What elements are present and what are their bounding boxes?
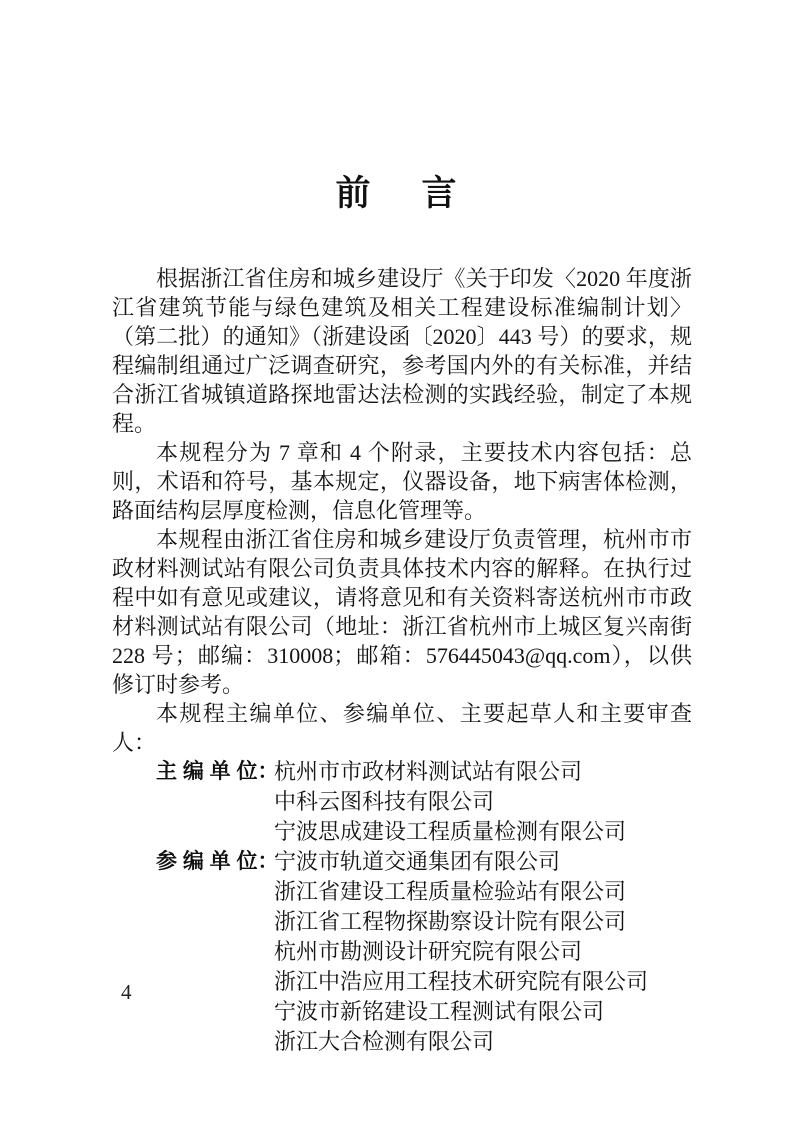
chief-editor-section bbox=[112, 757, 692, 847]
preface-paragraph-2: 本规程分为 7 章和 4 个附录，主要技术内容包括：总则，术语和符号，基本规定，仪器设备，地下病害体检测，路面结构层厚度检测，信息化管理等。 bbox=[112, 440, 692, 523]
unit-item: 浙江省建设工程质量检验站有限公司 bbox=[274, 879, 627, 904]
participating-editor-section bbox=[112, 847, 692, 1057]
preface-paragraph-4: 本规程主编单位、参编单位、主要起草人和主要审查人： bbox=[112, 701, 692, 755]
chief-editor-label: 主 编 单 位： bbox=[156, 760, 279, 783]
unit-item: 浙江中浩应用工程技术研究院有限公司 bbox=[274, 969, 649, 994]
unit-item: 杭州市勘测设计研究院有限公司 bbox=[274, 939, 583, 964]
participating-editor-units bbox=[274, 847, 692, 1057]
unit-item: 宁波市轨道交通集团有限公司 bbox=[274, 849, 561, 874]
preface-body bbox=[112, 264, 692, 1057]
unit-item: 宁波思成建设工程质量检测有限公司 bbox=[274, 819, 627, 844]
participating-editor-label: 参 编 单 位： bbox=[156, 850, 279, 873]
chief-editor-units bbox=[274, 757, 692, 847]
preface-paragraph-3: 本规程由浙江省住房和城乡建设厅负责管理，杭州市市政材料测试站有限公司负责具体技术内容的解释。在执行过程中如有意见或建议，请将意见和有关资料寄送杭州市市政材料测试站有限公司（地址：浙江省杭州市上城区复兴南街 228 号；邮编：310008；邮箱：576445043@qq.com），以供修订时参考。 bbox=[112, 527, 692, 697]
preface-paragraph-1: 根据浙江省住房和城乡建设厅《关于印发〈2020 年度浙江省建筑节能与绿色建筑及相关工程建设标准编制计划〉（第二批）的通知》（浙建设函〔2020〕443 号）的要求，规程编制组通过广泛调查研究，参考国内外的有关标准，并结合浙江省城镇道路探地雷达法检测的实践经验，制定了本规程。 bbox=[112, 266, 692, 436]
unit-item: 浙江省工程物探勘察设计院有限公司 bbox=[274, 909, 627, 934]
page-title: 前 言 bbox=[335, 174, 465, 213]
unit-item: 浙江大合检测有限公司 bbox=[274, 1029, 495, 1054]
unit-item: 中科云图科技有限公司 bbox=[274, 789, 495, 814]
unit-item: 宁波市新铭建设工程测试有限公司 bbox=[274, 999, 605, 1024]
unit-item: 杭州市市政材料测试站有限公司 bbox=[274, 759, 583, 784]
page-number: 4 bbox=[121, 980, 132, 1004]
